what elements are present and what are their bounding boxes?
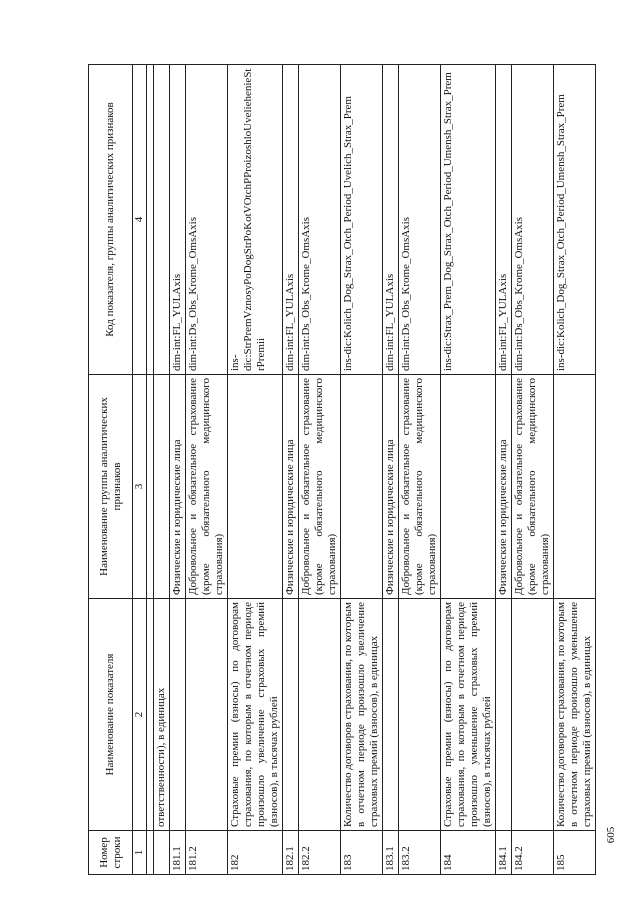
column-number: 4 bbox=[133, 65, 147, 375]
indicator-name: Страховые премии (взносы) по договорам страхования, по которым в отчетном периоде произошло уменьшение страховых премий (взносов), в тысячах рублей bbox=[441, 599, 496, 831]
indicator-name bbox=[399, 599, 441, 831]
header-cell-group-name: Наименование группы аналитических признаков bbox=[89, 375, 133, 599]
group-name: Физические и юридические лица bbox=[383, 375, 399, 599]
header-cell-indicator-name: Наименование показателя bbox=[89, 599, 133, 831]
group-name: Добровольное и обязательное страхование (кроме обязательного медицинского страхования) bbox=[299, 375, 341, 599]
indicator-name bbox=[170, 599, 186, 831]
table-row bbox=[228, 65, 283, 875]
indicator-name: Количество договоров страхования, по которым в отчетном периоде произошло уменьшение страховых премий (взносов), в единицах bbox=[554, 599, 596, 831]
group-name bbox=[154, 375, 170, 599]
spacer-cell bbox=[147, 831, 154, 875]
rotated-page bbox=[88, 65, 598, 875]
indicator-name bbox=[383, 599, 399, 831]
table-row bbox=[441, 65, 496, 875]
indicator-code: dim-int:FL_YULAxis bbox=[283, 65, 299, 375]
indicator-name: Страховые премии (взносы) по договорам страхования, по которым в отчетном периоде произошло увеличение страховых премий (взносов), в тысячах рублей bbox=[228, 599, 283, 831]
indicator-code: dim-int:Ds_Obs_Krome_OmsAxis bbox=[186, 65, 228, 375]
group-name bbox=[554, 375, 596, 599]
indicator-code: dim-int:FL_YULAxis bbox=[383, 65, 399, 375]
row-number: 181.1 bbox=[170, 831, 186, 875]
row-number: 182 bbox=[228, 831, 283, 875]
table-row bbox=[341, 65, 383, 875]
row-number: 183.2 bbox=[399, 831, 441, 875]
indicator-code: ins-dic:Kolich_Dog_Strax_Otch_Period_Umensh_Strax_Prem bbox=[554, 65, 596, 375]
indicator-table bbox=[88, 64, 596, 875]
indicator-name: ответственности), в единицах bbox=[154, 599, 170, 831]
spacer-cell bbox=[147, 375, 154, 599]
indicator-code bbox=[154, 65, 170, 375]
table-row bbox=[299, 65, 341, 875]
indicator-code: dim-int:Ds_Obs_Krome_OmsAxis bbox=[299, 65, 341, 375]
table-row bbox=[170, 65, 186, 875]
row-number: 184.2 bbox=[512, 831, 554, 875]
table-row bbox=[399, 65, 441, 875]
group-name: Добровольное и обязательное страхование (кроме обязательного медицинского страхования) bbox=[512, 375, 554, 599]
indicator-name bbox=[512, 599, 554, 831]
indicator-code: ins-dic:Strax_Prem_Dog_Strax_Otch_Period_Umensh_Strax_Prem bbox=[441, 65, 496, 375]
indicator-name bbox=[496, 599, 512, 831]
header-cell-code: Код показателя, группы аналитических признаков bbox=[89, 65, 133, 375]
row-number: 183 bbox=[341, 831, 383, 875]
table-row bbox=[554, 65, 596, 875]
indicator-code: ins-dic:StrPremVznosyPoDogStrPoKotVOtchPProizoshloUveliehenieStrPremii bbox=[228, 65, 283, 375]
row-number: 182.2 bbox=[299, 831, 341, 875]
group-name: Физические и юридические лица bbox=[496, 375, 512, 599]
group-name: Добровольное и обязательное страхование (кроме обязательного медицинского страхования) bbox=[399, 375, 441, 599]
row-number: 183.1 bbox=[383, 831, 399, 875]
table-row bbox=[496, 65, 512, 875]
indicator-name: Количество договоров страхования, по которым в отчетном периоде произошло увеличение страховых премий (взносов), в единицах bbox=[341, 599, 383, 831]
group-name bbox=[228, 375, 283, 599]
header-cell-line-number: Номер строки bbox=[89, 831, 133, 875]
indicator-name bbox=[299, 599, 341, 831]
table-row bbox=[283, 65, 299, 875]
indicator-code: ins-dic:Kolich_Dog_Strax_Otch_Period_Uvelich_Strax_Prem bbox=[341, 65, 383, 375]
column-number-row bbox=[133, 65, 147, 875]
table-row bbox=[186, 65, 228, 875]
spacer-cell bbox=[147, 599, 154, 831]
indicator-code: dim-int:Ds_Obs_Krome_OmsAxis bbox=[399, 65, 441, 375]
indicator-code: dim-int:FL_YULAxis bbox=[170, 65, 186, 375]
table-row bbox=[512, 65, 554, 875]
indicator-code: dim-int:Ds_Obs_Krome_OmsAxis bbox=[512, 65, 554, 375]
group-name: Добровольное и обязательное страхование (кроме обязательного медицинского страхования) bbox=[186, 375, 228, 599]
spacer-cell bbox=[147, 65, 154, 375]
row-number: 185 bbox=[554, 831, 596, 875]
indicator-name bbox=[283, 599, 299, 831]
group-name bbox=[441, 375, 496, 599]
row-number bbox=[154, 831, 170, 875]
column-number: 2 bbox=[133, 599, 147, 831]
spacer-row bbox=[147, 65, 154, 875]
column-number: 1 bbox=[133, 831, 147, 875]
table-row bbox=[154, 65, 170, 875]
indicator-code: dim-int:FL_YULAxis bbox=[496, 65, 512, 375]
row-number: 181.2 bbox=[186, 831, 228, 875]
table-row bbox=[383, 65, 399, 875]
header-row bbox=[89, 65, 133, 875]
group-name bbox=[341, 375, 383, 599]
row-number: 182.1 bbox=[283, 831, 299, 875]
column-number: 3 bbox=[133, 375, 147, 599]
row-number: 184.1 bbox=[496, 831, 512, 875]
page-number: 605 bbox=[605, 826, 617, 844]
group-name: Физические и юридические лица bbox=[283, 375, 299, 599]
row-number: 184 bbox=[441, 831, 496, 875]
group-name: Физические и юридические лица bbox=[170, 375, 186, 599]
indicator-name bbox=[186, 599, 228, 831]
